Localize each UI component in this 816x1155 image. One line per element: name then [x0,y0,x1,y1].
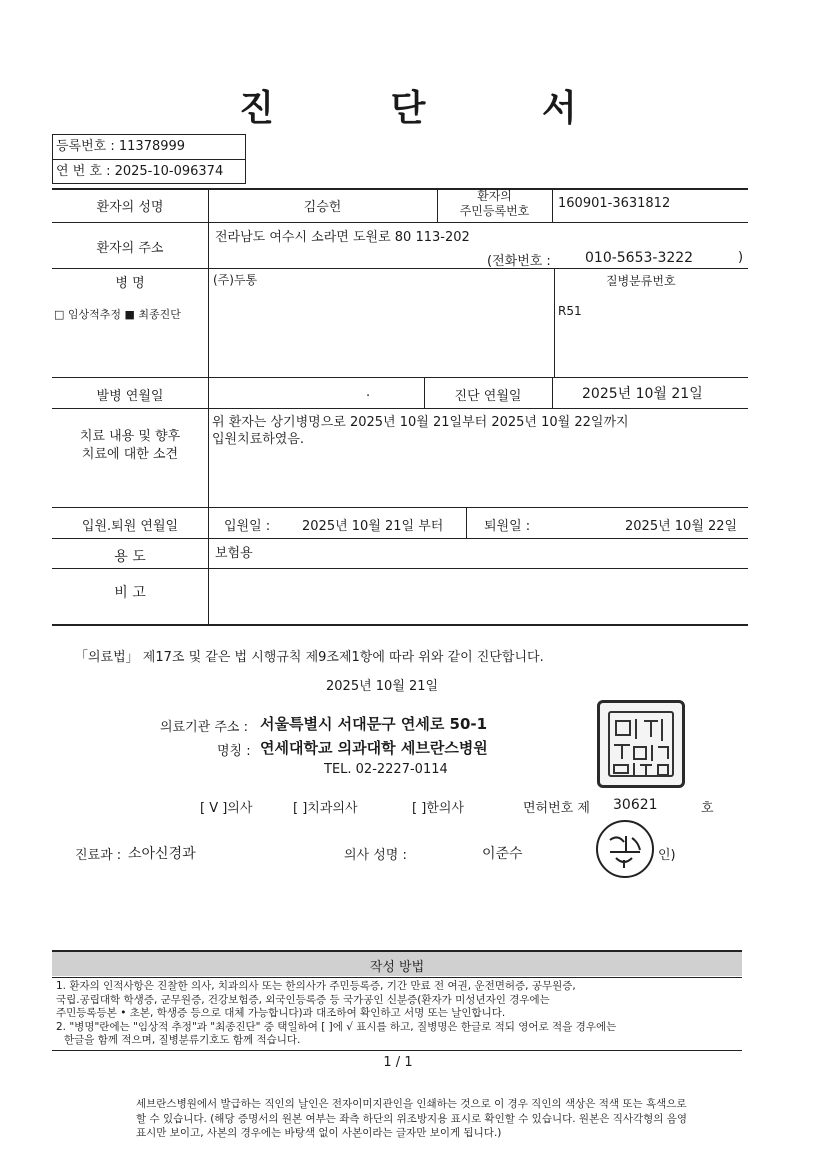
treatment-label [52,428,208,464]
institution-tel: TEL. 02-2227-0114 [324,762,448,777]
department: 소아신경과 [128,846,196,862]
doctor-type-dental: [ ]치과의사 [293,801,358,816]
hospital-official-seal [597,700,685,788]
instruction-line: 주민등록등본 • 초본, 학생증 등으로 대체 가능합니다)과 대조하여 확인하고 서명 또는 날인합니다. [56,1007,506,1019]
rrn-label [437,189,552,219]
serial-number-row [53,160,245,184]
table-top-border [52,188,748,190]
institution-address-label: 의료기관 주소 : [160,720,248,735]
instruction-line: 한글을 함께 적으며, 질병분류기호도 함께 적습니다. [64,1034,301,1046]
instructions-body [56,980,616,1048]
doctor-seal-glyph [598,822,652,876]
doctor-personal-seal [596,820,654,878]
footer-line: 할 수 있습니다. (해당 증명서의 원본 여부는 좌측 하단의 위조방지용 표시로 확인할 수 있습니다. 원본은 직사각형의 음영 [136,1112,688,1125]
column-divider [466,508,467,538]
serial-number-label: 연 번 호 : [56,164,111,179]
treatment-label-line-1: 치료 내용 및 향후 [79,429,181,444]
footer-line: 표시만 보이고, 사본의 경우에는 바탕색 없이 사본이라는 글자만 보이게 됩니다.) [136,1127,502,1139]
rrn-label-line-2: 주민등록번호 [459,204,530,218]
remarks-label: 비 고 [114,585,146,601]
instructions-header: 작성 방법 [369,960,425,975]
patient-phone: 010-5653-3222 [585,250,694,266]
disease-name: (주)두통 [213,273,258,287]
instruction-line: 국립.공립대학 학생증, 군무원증, 건강보험증, 외국인등록증 등 국가공인 신분증(환자가 미성년자인 경우에는 [56,993,550,1006]
instruction-line: 2. "병명"란에는 "임상적 추정"과 "최종진단" 중 택일하여 [ ]에 √ 표시를 하고, 질병명은 한글로 적되 영어로 적을 경우에는 [56,1020,617,1033]
table-divider [52,222,748,223]
disease-label: 병 명 [115,276,145,291]
registration-number-label: 등록번호 : [56,139,115,154]
patient-address-label: 환자의 주소 [96,241,164,256]
institution-address: 서울특별시 서대문구 연세로 50-1 [260,715,488,733]
serial-number: 2025-10-096374 [114,164,224,179]
column-divider [552,378,553,408]
document-title: 진 단 서 [239,87,629,129]
disease-code: R51 [558,304,582,318]
treatment-opinion [212,414,629,448]
legal-statement: 「의료법」 제17조 및 같은 법 시행규칙 제9조제1항에 따라 위와 같이 진단합니다. [75,650,544,665]
seal-suffix: 인) [658,848,676,863]
table-bottom-border [52,624,748,626]
diagnosis-date-label: 진단 연월일 [454,389,522,404]
purpose-value: 보험용 [215,546,253,561]
discharge-date: 2025년 10월 22일 [625,519,738,534]
patient-name: 김승헌 [303,200,342,215]
treatment-text-line-2: 입원치료하였음. [212,432,305,447]
table-divider [52,568,748,569]
diagnosis-date: 2025년 10월 21일 [582,386,703,402]
page-indicator: 1 / 1 [383,1055,413,1070]
phone-label: (전화번호 : [487,254,551,269]
onset-date: . [366,385,371,400]
registration-number: 11378999 [118,139,186,154]
license-suffix: 호 [701,801,714,816]
instructions-bottom-border [52,1050,742,1051]
diagnosis-type-checkboxes: □ 임상적추정 ■ 최종진단 [54,308,181,321]
patient-rrn: 160901-3631812 [558,196,671,211]
discharge-date-label: 퇴원일 : [484,519,531,534]
disease-code-label: 질병분류번호 [606,274,676,288]
table-divider [52,507,748,508]
column-divider [554,269,555,377]
license-number: 30621 [613,797,658,813]
treatment-label-line-2: 치료에 대한 소견 [81,447,179,462]
purpose-label: 용 도 [114,549,146,565]
onset-date-label: 발병 연월일 [96,389,164,404]
doctor-name: 이준수 [482,846,523,862]
department-label: 진료과 : [75,848,122,863]
issue-date: 2025년 10월 21일 [326,679,439,694]
column-divider [552,189,553,222]
table-divider [52,408,748,409]
label-column-divider [208,189,209,624]
registration-number-row [53,135,245,160]
phone-close: ) [738,250,744,265]
admission-dates-label: 입원.퇴원 연월일 [81,519,179,534]
footer-notice [136,1097,687,1141]
footer-line: 세브란스병원에서 발급하는 직인의 날인은 전자이미지관인을 인쇄하는 것으로 이 경우 직인의 색상은 적색 또는 흑색으로 [136,1098,687,1110]
table-divider [52,268,748,269]
table-divider [52,538,748,539]
treatment-text-line-1: 위 환자는 상기병명으로 2025년 10월 21일부터 2025년 10월 22일까지 [212,415,629,430]
registration-box [52,134,246,184]
instructions-header-divider [52,977,742,978]
instruction-line: 1. 환자의 인적사항은 진찰한 의사, 치과의사 또는 한의사가 주민등록증, 기간 만료 전 여권, 운전면허증, 공무원증, [56,980,576,992]
doctor-type-oriental: [ ]한의사 [412,801,464,816]
institution-name-label: 명칭 : [217,744,251,759]
institution-name: 연세대학교 의과대학 세브란스병원 [260,739,488,757]
table-divider [52,377,748,378]
admission-date-label: 입원일 : [224,519,271,534]
admission-date: 2025년 10월 21일 부터 [302,519,444,534]
license-label: 면허번호 제 [523,801,590,816]
doctor-name-label: 의사 성명 : [344,848,407,863]
seal-glyph-pattern [600,703,682,785]
patient-address: 전라남도 여수시 소라면 도원로 80 113-202 [215,230,470,245]
doctor-type-md: [ V ]의사 [200,801,253,816]
rrn-label-line-1: 환자의 [477,189,512,203]
patient-name-label: 환자의 성명 [96,200,164,215]
